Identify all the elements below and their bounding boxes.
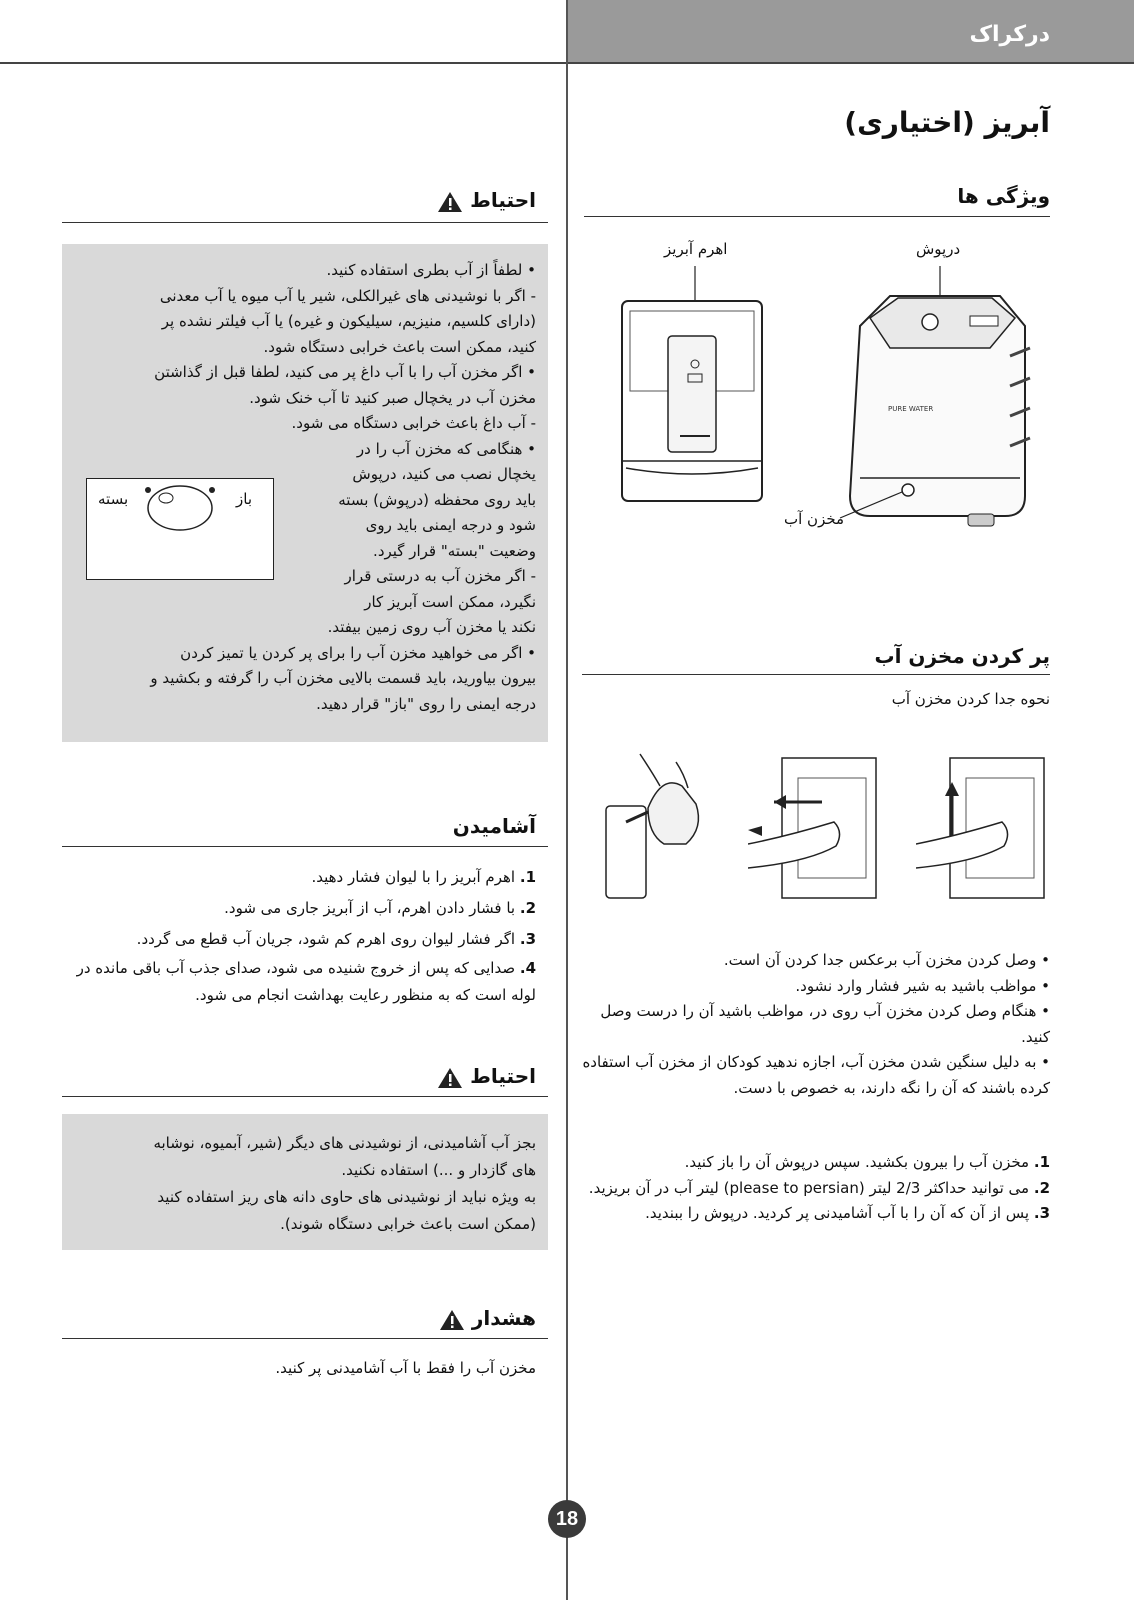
caution2-text: بجز آب آشامیدنی، از نوشیدنی های دیگر (شیر، آبمیوه، نوشابه های گازدار و ...) استفاده نکنید. به ویژه نباید از نوشیدنی های حاوی دانه های ریز استفاده کنید (ممکن است باعث خرابی دستگاه شوند). [153,1134,536,1233]
caution2-rule [62,1096,548,1097]
bullet-item: • هنگام وصل کردن مخزن آب روی در، مواظب باشید آن را درست وصل کنید. [600,1002,1050,1046]
drinking-title: آشامیدن [452,814,536,838]
warning-icon [439,1308,465,1332]
page-title: آبریز (اختیاری) [844,106,1050,139]
lever-label: اهرم آبریز [664,240,728,258]
step-item: 1. مخزن آب را بیرون بکشید. سپس درپوش آن را باز کنید. [684,1153,1050,1171]
drinking-rule [62,846,548,847]
filling-title: پر کردن مخزن آب [874,644,1050,668]
remove-tank-illustration [748,752,888,902]
filling-rule [582,674,1050,675]
drinking-steps [66,862,536,1009]
step-item: 2. با فشار دادن اهرم، آب از آبریز جاری می شود. [224,899,536,917]
step-item: 1. اهرم آبریز را با لیوان فشار دهید. [311,868,536,886]
warning-title: هشدار [431,1306,536,1332]
svg-text:PURE WATER: PURE WATER [888,405,934,413]
bullet-item: • وصل کردن مخزن آب برعکس جدا کردن آن است. [723,951,1050,969]
lock-closed-label: بسته [98,490,129,508]
page-number: 18 [548,1500,586,1538]
lock-open-label: باز [236,490,252,508]
caution1-rule [62,222,548,223]
warning-icon [437,1066,463,1090]
filling-subtitle: نحوه جدا کردن مخزن آب [891,690,1050,708]
filling-bullets [580,948,1050,1101]
tank-label: مخزن آب [784,510,845,528]
header-title: درکراک [969,22,1050,47]
step-item: 3. پس از آن که آن را با آب آشامیدنی پر کردید. درپوش را ببندید. [645,1204,1050,1222]
features-title: ویژگی ها [957,184,1050,208]
lift-tank-illustration [916,752,1056,902]
caution1-text: • لطفاً از آب بطری استفاده کنید. - اگر با نوشیدنی های غیرالکلی، شیر یا آب میوه یا آب معدنی (دارای کلسیم، منیزیم، سیلیکون و غیره) یا آب فیلتر نشده پر کنید، ممکن است باعث خرابی دستگاه شود. • اگر مخزن آب را با آب داغ پر می کنید، لطفا قبل از گذاشتن مخزن آب در یخچال صبر کنید تا آب خنک شود. - آب داغ باعث خرابی دستگاه می شود. • هنگامی که مخزن آب را در یخچال نصب می کنید، درپوش باید روی محفظه (درپوش) بسته شود و درجه ایمنی باید روی وضعیت "بسته" قرار گیرد. - اگر مخزن آب به درستی قرار نگیرد، ممکن است آبریز کار نکند یا مخزن آب روی زمین بیفتد. • اگر می خواهید مخزن آب را برای پر کردن یا تمیز کردن بیرون بیاورید، باید قسمت بالایی مخزن آب را گرفته و بکشید و درجه ایمنی را روی "باز" قرار دهید. [150,261,536,713]
cap-label: درپوش [916,240,961,258]
pouring-illustration [600,752,710,902]
bullet-item: • به دلیل سنگین شدن مخزن آب، اجازه ندهید کودکان از مخزن آب استفاده کرده باشند که آن را نگه دارند، به خصوص با دست. [582,1053,1050,1097]
dispenser-front-illustration [600,256,780,506]
caution1-title: احتیاط [429,188,536,214]
bullet-item: • مواظب باشید به شیر فشار وارد نشود. [795,976,1050,995]
warning-icon [437,190,463,214]
warning-text: مخزن آب را فقط با آب آشامیدنی پر کنید. [275,1359,536,1377]
water-tank-illustration [830,256,1050,546]
filling-steps [580,1150,1050,1227]
warning-rule [62,1338,548,1339]
features-rule [584,216,1050,217]
step-item: 3. اگر فشار لیوان روی اهرم کم شود، جریان آب قطع می گردد. [136,930,536,948]
caution2-title: احتیاط [429,1064,536,1090]
step-item: 2. می توانید حداکثر 2/3 لیتر (please to persian) لیتر آب در آن بریزید. [588,1178,1050,1197]
step-item: 4. صدایی که پس از خروج شنیده می شود، صدای جذب آب باقی مانده در لوله است که به منظور رعایت بهداشت انجام می شود. [76,959,536,1004]
column-divider [566,0,568,1600]
